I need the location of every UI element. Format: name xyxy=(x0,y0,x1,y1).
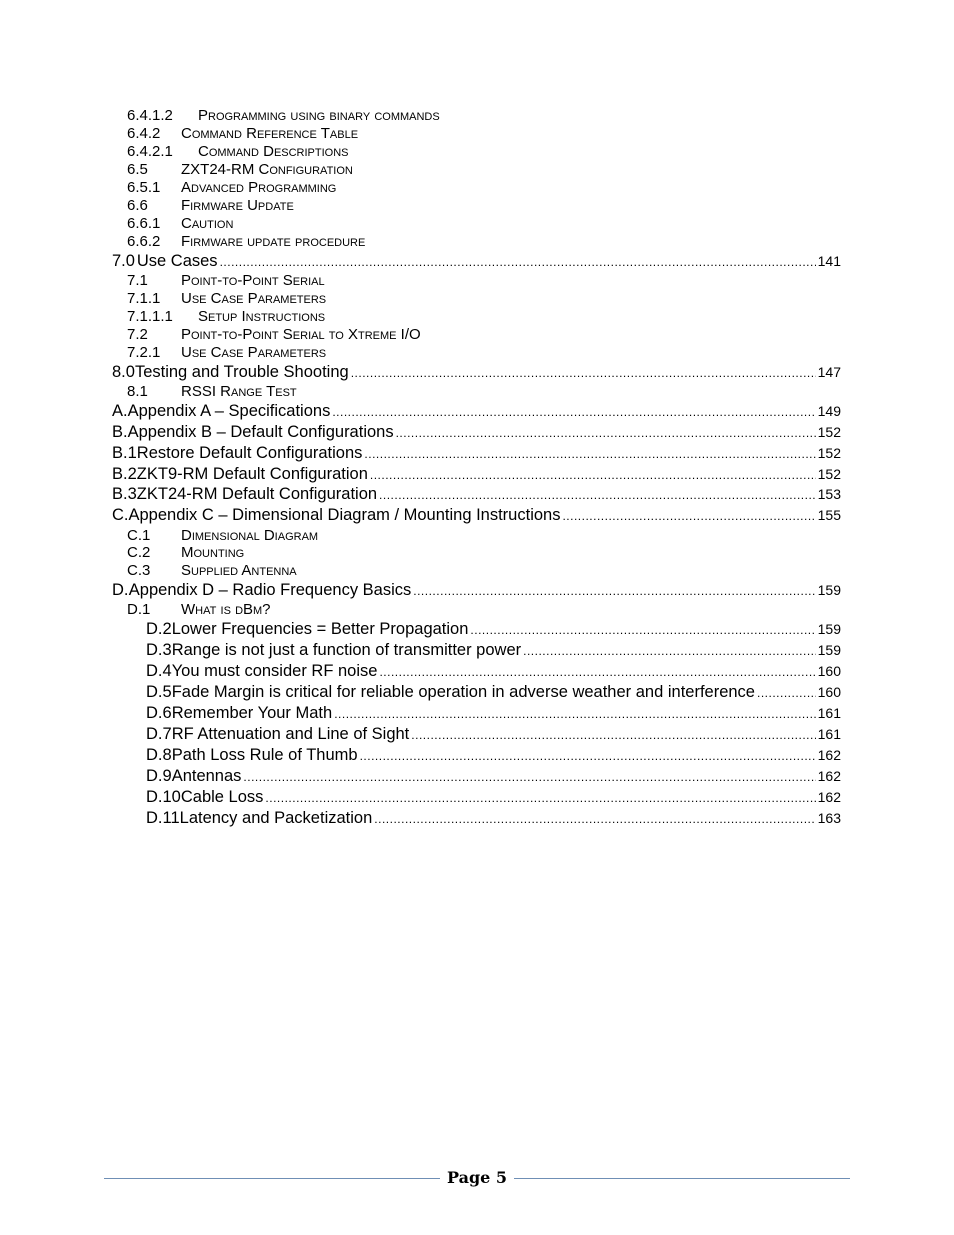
toc-entry[interactable] xyxy=(127,233,365,250)
toc-entry[interactable] xyxy=(127,107,440,124)
toc-leader-dots xyxy=(396,426,816,440)
toc-entry-page: 152 xyxy=(817,445,841,461)
toc-entry-title: Testing and Trouble Shooting xyxy=(134,363,349,381)
toc-entry-title: Mounting xyxy=(181,544,245,561)
toc-entry-number: B.2 xyxy=(112,465,137,483)
toc-entry[interactable] xyxy=(112,402,841,421)
toc-entry-title: Lower Frequencies = Better Propagation xyxy=(171,620,469,638)
toc-entry-number: 6.6.1 xyxy=(127,215,161,232)
page-footer xyxy=(104,1166,850,1190)
toc-entry-title: Advanced Programming xyxy=(181,179,337,196)
toc-entry[interactable] xyxy=(112,506,841,525)
toc-entry-title: Latency and Packetization xyxy=(179,809,373,827)
toc-entry-page: 152 xyxy=(817,466,841,482)
toc-entry[interactable] xyxy=(127,179,336,196)
toc-entry[interactable] xyxy=(127,527,318,544)
toc-entry-number: 7.2 xyxy=(127,326,148,343)
toc-leader-dots xyxy=(379,665,815,679)
toc-entry[interactable] xyxy=(146,725,841,744)
toc-entry-title: Use Case Parameters xyxy=(181,290,327,307)
toc-entry-title: ZXT24-RM Configuration xyxy=(181,161,353,178)
toc-leader-dots xyxy=(374,812,815,826)
toc-entry-number: D.7 xyxy=(146,725,172,743)
toc-entry-title: Programming using binary commands xyxy=(198,107,440,124)
toc-entry[interactable] xyxy=(127,125,358,142)
toc-entry-page: 162 xyxy=(817,789,841,805)
toc-entry[interactable] xyxy=(112,423,841,442)
toc-entry[interactable] xyxy=(112,252,841,271)
toc-leader-dots xyxy=(562,509,815,523)
toc-entry[interactable] xyxy=(127,272,325,289)
toc-entry-page: 159 xyxy=(817,621,841,637)
toc-leader-dots xyxy=(413,584,815,598)
toc-entry-title: Range is not just a function of transmitter power xyxy=(171,641,522,659)
toc-entry-number: 6.6 xyxy=(127,197,148,214)
toc-entry-number: 7.1 xyxy=(127,272,148,289)
toc-leader-dots xyxy=(265,791,815,805)
toc-entry-title: What is dBm? xyxy=(181,601,271,618)
toc-entry-number: D.3 xyxy=(146,641,172,659)
toc-entry-title: Dimensional Diagram xyxy=(181,527,319,544)
toc-entry[interactable] xyxy=(127,290,326,307)
toc-entry-title: Point-to-Point Serial to Xtreme I/O xyxy=(181,326,421,343)
toc-entry-title: Fade Margin is critical for reliable operation in adverse weather and interference xyxy=(171,683,755,701)
toc-entry[interactable] xyxy=(112,581,841,600)
toc-entry-title: Setup Instructions xyxy=(198,308,326,325)
toc-entry-title: Point-to-Point Serial xyxy=(181,272,325,289)
toc-entry-title: Use Case Parameters xyxy=(181,344,327,361)
toc-entry-title: Appendix C – Dimensional Diagram / Mounting Instructions xyxy=(128,506,561,524)
toc-leader-dots xyxy=(364,447,815,461)
toc-entry[interactable] xyxy=(146,683,841,702)
toc-entry-title: You must consider RF noise xyxy=(171,662,378,680)
page-number: Page 5 xyxy=(446,1168,508,1187)
toc-entry-title: Supplied Antenna xyxy=(181,562,297,579)
toc-entry-number: D.10 xyxy=(146,788,181,806)
toc-entry-number: D. xyxy=(112,581,129,599)
toc-entry-page: 163 xyxy=(817,810,841,826)
toc-entry-page: 161 xyxy=(817,726,841,742)
toc-entry[interactable] xyxy=(146,809,841,828)
toc-entry-number: D.4 xyxy=(146,662,172,680)
toc-entry-number: C.1 xyxy=(127,527,151,544)
toc-entry[interactable] xyxy=(127,562,297,579)
toc-entry[interactable] xyxy=(127,215,233,232)
toc-entry[interactable] xyxy=(112,465,841,484)
toc-leader-dots xyxy=(379,488,816,502)
toc-entry-title: Remember Your Math xyxy=(171,704,333,722)
toc-entry-title: Appendix A – Specifications xyxy=(127,402,331,420)
toc-entry[interactable] xyxy=(146,788,841,807)
toc-entry-title: Command Descriptions xyxy=(198,143,349,160)
toc-leader-dots xyxy=(332,405,815,419)
toc-entry-title: RSSI Range Test xyxy=(181,383,297,400)
footer-rule-right xyxy=(514,1178,850,1179)
toc-entry[interactable] xyxy=(146,662,841,681)
toc-entry-title: Caution xyxy=(181,215,234,232)
toc-entry-title: Appendix D – Radio Frequency Basics xyxy=(128,581,412,599)
toc-entry[interactable] xyxy=(127,326,421,343)
toc-leader-dots xyxy=(360,749,816,763)
toc-entry-number: 8.0 xyxy=(112,363,135,381)
toc-entry[interactable] xyxy=(146,746,841,765)
toc-entry-number: 7.0 xyxy=(112,252,135,270)
toc-entry-page: 152 xyxy=(817,424,841,440)
toc-entry-number: 6.5 xyxy=(127,161,148,178)
toc-entry-title: Path Loss Rule of Thumb xyxy=(171,746,358,764)
toc-entry-number: 6.5.1 xyxy=(127,179,161,196)
toc-leader-dots xyxy=(243,770,815,784)
toc-entry[interactable] xyxy=(146,641,841,660)
toc-entry-title: Appendix B – Default Configurations xyxy=(127,423,394,441)
toc-entry-number: C.2 xyxy=(127,544,151,561)
toc-entry-title: ZKT9-RM Default Configuration xyxy=(136,465,368,483)
toc-entry-number: D.1 xyxy=(127,601,151,618)
toc-entry-title: Use Cases xyxy=(136,252,218,270)
toc-entry-title: Firmware update procedure xyxy=(181,233,366,250)
toc-entry-number: D.5 xyxy=(146,683,172,701)
toc-entry[interactable] xyxy=(127,197,294,214)
toc-leader-dots xyxy=(220,255,816,269)
toc-entry-number: B.3 xyxy=(112,485,137,503)
toc-entry-title: RF Attenuation and Line of Sight xyxy=(171,725,410,743)
toc-entry-number: D.9 xyxy=(146,767,172,785)
toc-entry-number: D.8 xyxy=(146,746,172,764)
toc-entry-page: 160 xyxy=(817,684,841,700)
toc-entry-page: 161 xyxy=(817,705,841,721)
toc-entry-number: 6.4.1.2 xyxy=(127,107,173,124)
toc-entry-number: 6.4.2 xyxy=(127,125,161,142)
toc-entry[interactable] xyxy=(112,485,841,504)
toc-entry-title: Cable Loss xyxy=(180,788,264,806)
toc-leader-dots xyxy=(370,468,816,482)
toc-entry-number: C. xyxy=(112,506,129,524)
toc-entry-page: 162 xyxy=(817,747,841,763)
toc-leader-dots xyxy=(757,686,816,700)
toc-entry-number: B. xyxy=(112,423,128,441)
toc-entry-number: 7.1.1.1 xyxy=(127,308,173,325)
toc-leader-dots xyxy=(470,623,815,637)
toc-entry-number: 7.1.1 xyxy=(127,290,161,307)
toc-entry[interactable] xyxy=(127,344,326,361)
toc-entry-title: Command Reference Table xyxy=(181,125,359,142)
toc-entry-page: 162 xyxy=(817,768,841,784)
toc-entry[interactable] xyxy=(146,704,841,723)
toc-entry[interactable] xyxy=(146,767,841,786)
toc-entry-number: 7.2.1 xyxy=(127,344,161,361)
toc-entry[interactable] xyxy=(127,161,353,178)
toc-entry[interactable] xyxy=(127,308,325,325)
toc-entry-page: 155 xyxy=(817,507,841,523)
toc-leader-dots xyxy=(351,366,816,380)
toc-entry-page: 159 xyxy=(817,642,841,658)
toc-entry[interactable] xyxy=(127,544,244,561)
toc-entry[interactable] xyxy=(127,601,271,618)
toc-leader-dots xyxy=(523,644,816,658)
toc-entry-page: 153 xyxy=(817,486,841,502)
toc-entry[interactable] xyxy=(146,620,841,639)
toc-leader-dots xyxy=(334,707,815,721)
toc-entry[interactable] xyxy=(127,383,297,400)
toc-entry-page: 149 xyxy=(817,403,841,419)
toc-entry-number: 8.1 xyxy=(127,383,148,400)
toc-entry-number: B.1 xyxy=(112,444,137,462)
toc-entry-number: D.6 xyxy=(146,704,172,722)
toc-entry-page: 141 xyxy=(817,253,841,269)
toc-entry-number: 6.6.2 xyxy=(127,233,161,250)
toc-entry-page: 147 xyxy=(817,364,841,380)
toc-entry-title: ZKT24-RM Default Configuration xyxy=(136,485,378,503)
toc-entry[interactable] xyxy=(112,444,841,463)
toc-entry-title: Antennas xyxy=(171,767,242,785)
toc-leader-dots xyxy=(411,728,815,742)
toc-entry[interactable] xyxy=(112,363,841,382)
toc-entry-number: D.11 xyxy=(146,809,180,827)
toc-entry-number: A. xyxy=(112,402,128,420)
toc-entry-title: Restore Default Configurations xyxy=(136,444,363,462)
toc-entry[interactable] xyxy=(127,143,349,160)
toc-entry-title: Firmware Update xyxy=(181,197,294,214)
toc-entry-page: 159 xyxy=(817,582,841,598)
toc-entry-page: 160 xyxy=(817,663,841,679)
toc-entry-number: D.2 xyxy=(146,620,172,638)
toc-entry-number: 6.4.2.1 xyxy=(127,143,173,160)
toc-entry-number: C.3 xyxy=(127,562,151,579)
